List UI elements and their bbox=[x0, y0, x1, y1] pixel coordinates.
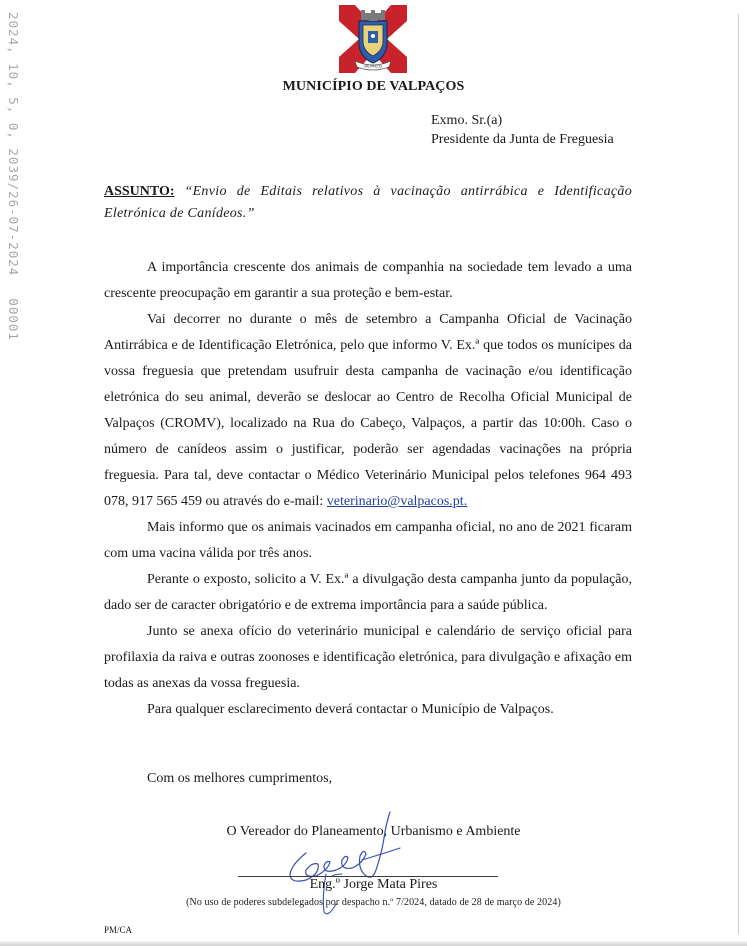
addressee-block bbox=[431, 111, 614, 149]
addressee-role: Presidente da Junta de Freguesia bbox=[431, 132, 614, 147]
coat-of-arms-icon bbox=[339, 5, 407, 73]
registry-stamp-code: 2024, 10, 5, 0, 2039/26-07-2024 bbox=[6, 12, 21, 277]
signer-name: Eng.º Jorge Mata Pires bbox=[309, 877, 438, 892]
registry-stamp-seq: 00001 bbox=[6, 298, 21, 341]
coat-of-arms-banner: VALPAÇOS bbox=[363, 64, 383, 69]
paragraph-contact: Para qualquer esclarecimento deverá contactar o Município de Valpaços. bbox=[147, 702, 554, 717]
paragraph-campaign bbox=[104, 307, 632, 515]
paragraph-campaign-text: Vai decorrer no durante o mês de setembro a Campanha Oficial de Vacinação Antirrábica e de Identificação Eletrónica, pelo que informo V. Ex.ª que todos os munícipes da vossa freguesia que pretendam usufruir desta campanha de vacinação e/ou identificação eletrónica do seu animal, deverão se deslocar ao Centro de Recolha Oficial Municipal de Valpaços (CROMV), localizado na Rua do Cabeço, Valpaços, a partir das 10:00h. Caso o número de canídeos assim o justificar, poderão ser agendadas vacinações na própria freguesia. Para tal, deve contactar o Médico Veterinário Municipal pelos telefones 964 493 078, 917 565 459 ou através do e-mail: bbox=[104, 312, 632, 509]
vet-email-link[interactable]: veterinario@valpacos.pt. bbox=[326, 494, 468, 509]
registry-stamp bbox=[6, 12, 21, 341]
delegation-note: (No uso de poderes subdelegados por despacho n.º 7/2024, datado de 28 de março de 2024) bbox=[186, 897, 561, 908]
scan-bottom-edge bbox=[0, 941, 747, 946]
subject-label: ASSUNTO: bbox=[104, 184, 175, 199]
paragraph-request: Perante o exposto, solicito a V. Ex.ª a divulgação desta campanha junto da população, dado ser de caracter obrigatório e de extrema importância para a saúde pública. bbox=[104, 572, 632, 613]
reference-initials: PM/CA bbox=[104, 925, 133, 935]
scan-edge-line bbox=[738, 14, 740, 934]
paragraph-vaccine-validity: Mais informo que os animais vacinados em campanha oficial, no ano de 2021 ficaram com uma vacina válida por três anos. bbox=[104, 520, 632, 561]
paragraph-attachments: Junto se anexa ofício do veterinário municipal e calendário de serviço oficial para profilaxia da raiva e outras zoonoses e identificação eletrónica, para divulgação e afixação em todas as anexas da vossa freguesia. bbox=[104, 624, 632, 691]
municipality-title: MUNICÍPIO DE VALPAÇOS bbox=[282, 79, 465, 94]
signer-role: O Vereador do Planeamento, Urbanismo e Ambiente bbox=[226, 824, 521, 839]
addressee-salutation: Exmo. Sr.(a) bbox=[431, 113, 503, 128]
letter-body bbox=[104, 255, 632, 723]
subject-line bbox=[104, 181, 632, 225]
closing-greeting: Com os melhores cumprimentos, bbox=[147, 771, 333, 786]
subject-text: “Envio de Editais relativos à vacinação antirrábica e Identificação Eletrónica de Canídeos.” bbox=[104, 184, 632, 221]
paragraph-intro: A importância crescente dos animais de companhia na sociedade tem levado a uma crescente preocupação em garantir a sua proteção e bem-estar. bbox=[104, 260, 632, 301]
